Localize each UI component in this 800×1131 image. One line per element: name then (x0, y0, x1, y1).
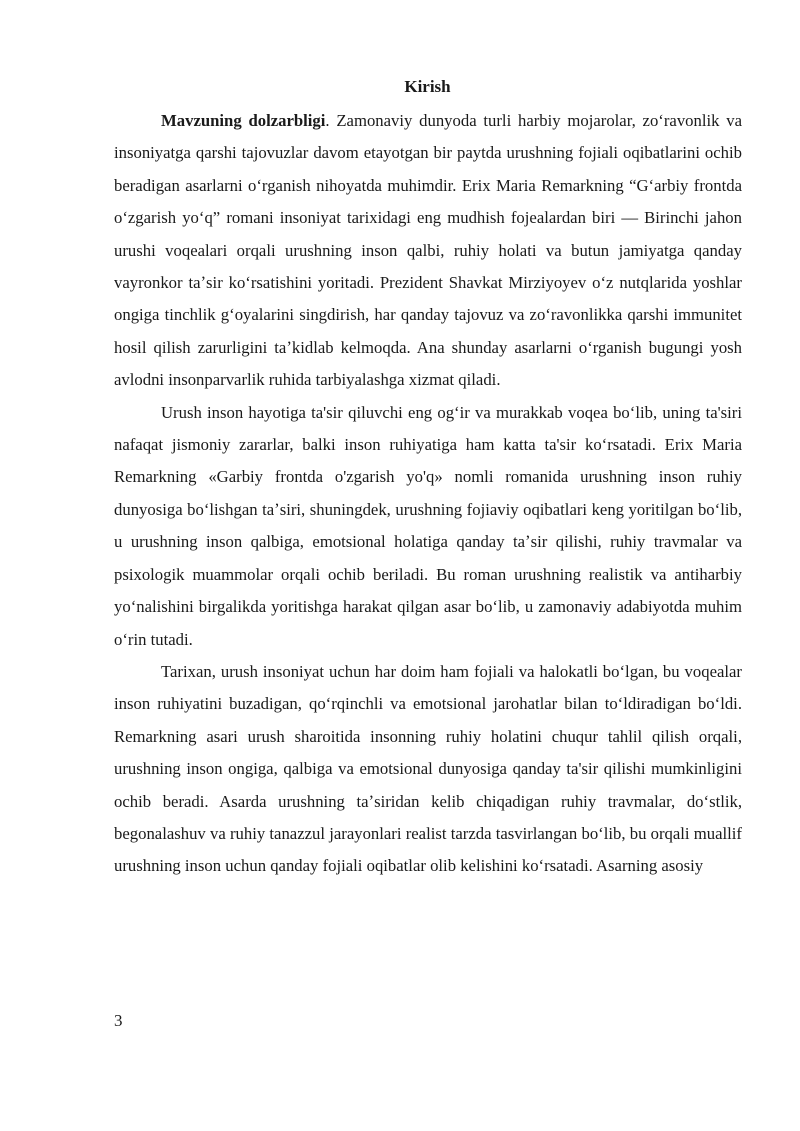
page-number: 3 (114, 1011, 123, 1030)
paragraph-history: Tarixan, urush insoniyat uchun har doim ham fojiali va halokatli boʻlgan, bu voqealar inson ruhiyatini buzadigan, qoʻrqinchli va emotsional jarohatlar bilan toʻldiradigan boʻldi. Remarkning asari urush sharoitida insonning ruhiy holatini chuqur tahlil qilish orqali, urushning inson ongiga, qalbiga va emotsional dunyosiga qanday ta'sir qilishi mumkinligini ochib beradi. Asarda urushning taʼsiridan kelib chiqadigan ruhiy travmalar, doʻstlik, begonalashuv va ruhiy tanazzul jarayonlari realist tarzda tasvirlangan boʻlib, bu orqali muallif urushning inson uchun qanday fojiali oqibatlar olib kelishini koʻrsatadi. Asarning asosiy (114, 661, 742, 876)
paragraph-relevance (114, 105, 742, 397)
paragraph-text: . Zamonaviy dunyoda turli harbiy mojarolar, zoʻravonlik va insoniyatga qarshi tajovuzlar davom etayotgan bir paytda urushning fojiali oqibatlarini ochib beradigan asarlarni oʻrganish nihoyatda muhimdir. Erix Maria Remarkning “Gʻarbiy frontda oʻzgarish yoʻq” romani insoniyat tarixidagi eng mudhish fojealardan biri — Birinchi jahon urushi voqealari orqali urushning inson qalbi, ruhiy holati va butun jamiyatga qanday vayronkor taʼsir koʻrsatishini yoritadi. Prezident Shavkat Mirziyoyev oʻz nutqlarida yoshlar ongiga tinchlik gʻoyalarini singdirish, har qanday tajovuz va zoʻravonlikka qarshi immunitet hosil qilish zarurligini taʼkidlab kelmoqda. Ana shunday asarlarni oʻrganish bugungi yosh avlodni insonparvarlik ruhida tarbiyalashga xizmat qiladi. (114, 111, 742, 390)
body-text (114, 105, 742, 883)
paragraph-lead: Mavzuning dolzarbligi (161, 111, 326, 130)
section-heading: Kirish (404, 77, 451, 96)
paragraph-war-influence: Urush inson hayotiga ta'sir qiluvchi eng ogʻir va murakkab voqea boʻlib, uning ta'siri nafaqat jismoniy zararlar, balki inson ruhiyatiga ham katta ta'sir koʻrsatadi. Erix Maria Remarkning «Garbiy frontda o'zgarish yo'q» nomli romanida urushning inson ruhiy dunyosiga boʻlishgan taʼsiri, shuningdek, urushning fojiaviy oqibatlari keng yoritilgan boʻlib, u urushning inson qalbiga, emotsional holatiga qanday taʼsir qilishi, ruhiy travmalar va psixologik muammolar orqali ochib beriladi. Bu roman urushning realistik va antiharbiy yoʻnalishini birgalikda yoritishga harakat qilgan asar boʻlib, u zamonaviy adabiyotda muhim oʻrin tutadi. (114, 402, 742, 649)
